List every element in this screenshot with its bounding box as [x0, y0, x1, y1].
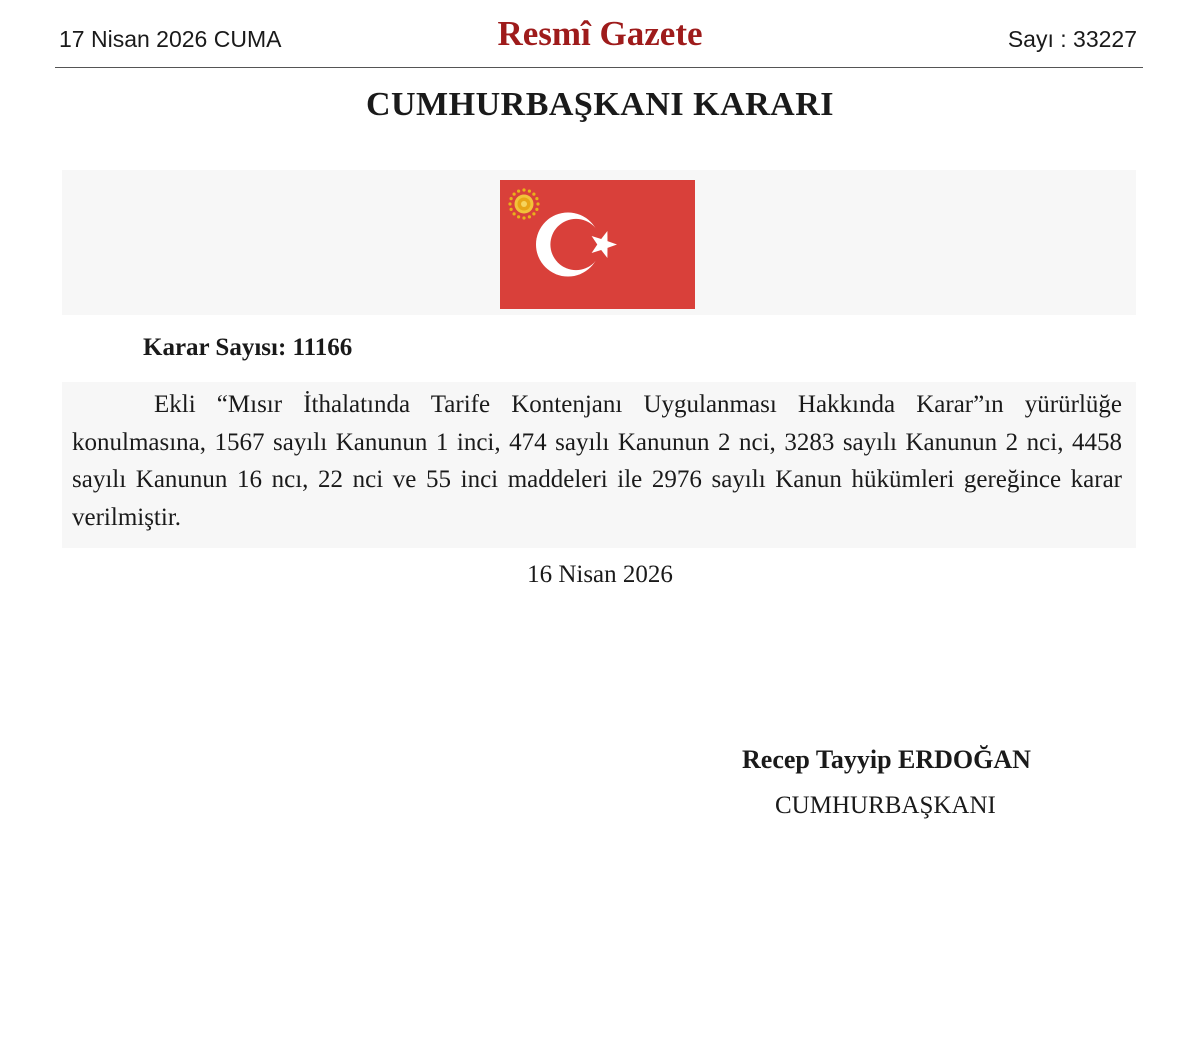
issue-number: Sayı : 33227 [1007, 26, 1137, 52]
decision-body-text: Ekli “Mısır İthalatında Tarife Kontenjanı Uygulanması Hakkında Karar”ın yürürlüğe konulmasına, 1567 sayılı Kanunun 1 inci, 474 sayılı Kanunun 2 nci, 3283 sayılı Kanunun 2 nci, 4458 sayılı Kanunun 16 ncı, 22 nci ve 55 inci maddeleri ile 2976 sayılı Kanun hükümleri gereğince karar verilmiştir. [72, 391, 1122, 531]
header-divider [55, 67, 1143, 68]
signer-title: CUMHURBAŞKANI [775, 792, 996, 819]
document-title: CUMHURBAŞKANI KARARI [365, 86, 835, 123]
gazette-masthead: Resmî Gazete [497, 14, 703, 53]
decision-date: 16 Nisan 2026 [527, 561, 673, 588]
signer-name: Recep Tayyip ERDOĞAN [742, 745, 1031, 774]
publication-date: 17 Nisan 2026 CUMA [59, 26, 282, 52]
decision-number: Karar Sayısı: 11166 [143, 334, 353, 361]
turkish-flag-icon [500, 180, 695, 309]
